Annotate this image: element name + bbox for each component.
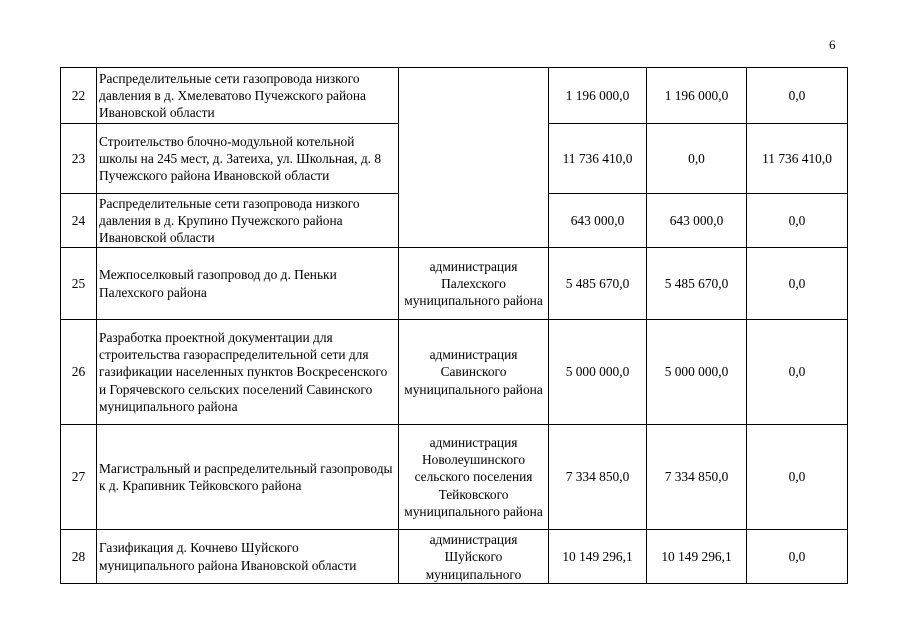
amount-column-3: 0,0 (747, 530, 848, 584)
table-row (61, 425, 848, 530)
project-name: Магистральный и распределительный газопроводы к д. Крапивник Тейковского района (97, 425, 399, 530)
amount-column-2: 643 000,0 (647, 194, 747, 248)
responsible-org: администрация Новолеушинского сельского поселения Тейковского муниципального района (399, 425, 549, 530)
total-amount: 5 485 670,0 (549, 248, 647, 320)
table-row (61, 320, 848, 425)
project-name: Разработка проектной документации для строительства газораспределительной сети для газификации населенных пунктов Воскресенского и Горячевского сельских поселений Савинского муниципального района (97, 320, 399, 425)
table-row (61, 68, 848, 124)
responsible-org: администрация Савинского муниципального района (399, 320, 549, 425)
table-row (61, 530, 848, 584)
total-amount: 643 000,0 (549, 194, 647, 248)
amount-column-2: 7 334 850,0 (647, 425, 747, 530)
amount-column-3: 0,0 (747, 248, 848, 320)
amount-column-2: 5 485 670,0 (647, 248, 747, 320)
amount-column-3: 11 736 410,0 (747, 124, 848, 194)
table-row (61, 248, 848, 320)
row-number: 27 (61, 425, 97, 530)
total-amount: 7 334 850,0 (549, 425, 647, 530)
total-amount: 11 736 410,0 (549, 124, 647, 194)
row-number: 22 (61, 68, 97, 124)
amount-column-2: 10 149 296,1 (647, 530, 747, 584)
project-name: Газификация д. Кочнево Шуйского муниципального района Ивановской области (97, 530, 399, 584)
row-number: 23 (61, 124, 97, 194)
project-name: Межпоселковый газопровод до д. Пеньки Палехского района (97, 248, 399, 320)
total-amount: 10 149 296,1 (549, 530, 647, 584)
responsible-org (399, 530, 549, 584)
total-amount: 5 000 000,0 (549, 320, 647, 425)
project-name: Строительство блочно-модульной котельной школы на 245 мест, д. Затеиха, ул. Школьная, д. 8 Пучежского района Ивановской области (97, 124, 399, 194)
amount-column-3: 0,0 (747, 68, 848, 124)
amount-column-3: 0,0 (747, 425, 848, 530)
funding-table (60, 67, 848, 584)
total-amount: 1 196 000,0 (549, 68, 647, 124)
project-name: Распределительные сети газопровода низкого давления в д. Хмелеватово Пучежского района Ивановской области (97, 68, 399, 124)
row-number: 24 (61, 194, 97, 248)
page-number: 6 (829, 37, 836, 52)
row-number: 28 (61, 530, 97, 584)
amount-column-2: 0,0 (647, 124, 747, 194)
responsible-org (399, 68, 549, 248)
amount-column-2: 1 196 000,0 (647, 68, 747, 124)
row-number: 26 (61, 320, 97, 425)
project-name: Распределительные сети газопровода низкого давления в д. Крупино Пучежского района Ивановской области (97, 194, 399, 248)
responsible-org-text: администрация Шуйского муниципального (425, 532, 522, 582)
amount-column-3: 0,0 (747, 194, 848, 248)
row-number: 25 (61, 248, 97, 320)
responsible-org: администрация Палехского муниципального района (399, 248, 549, 320)
amount-column-3: 0,0 (747, 320, 848, 425)
amount-column-2: 5 000 000,0 (647, 320, 747, 425)
